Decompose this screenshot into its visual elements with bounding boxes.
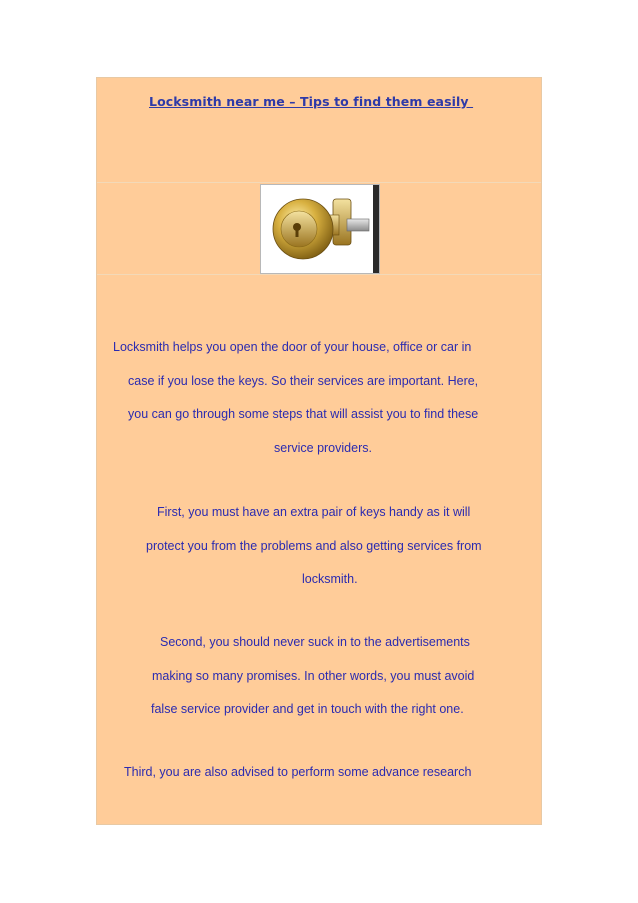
paragraph-3-line-2: making so many promises. In other words, you must avoid <box>152 669 475 683</box>
section-divider <box>97 182 541 183</box>
paragraph-1-line-4: service providers. <box>274 441 372 455</box>
deadbolt-lock-icon <box>261 185 375 273</box>
paragraph-1-line-3: you can go through some steps that will assist you to find these <box>128 407 479 421</box>
paragraph-2-line-1: First, you must have an extra pair of keys handy as it will <box>157 505 471 519</box>
photo-edge <box>373 185 379 273</box>
deadbolt-lock-image <box>260 184 380 274</box>
document-title: Locksmith near me – Tips to find them easily <box>149 94 474 109</box>
paragraph-1-line-2: case if you lose the keys. So their services are important. Here, <box>128 374 479 388</box>
paragraph-3-line-1: Second, you should never suck in to the advertisements <box>160 635 470 649</box>
paragraph-1-line-1: Locksmith helps you open the door of your house, office or car in <box>113 340 472 354</box>
paragraph-2-line-2: protect you from the problems and also getting services from <box>146 539 482 553</box>
content-panel <box>96 77 542 825</box>
paragraph-2-line-3: locksmith. <box>302 572 358 586</box>
section-divider <box>97 274 541 275</box>
paragraph-3-line-3: false service provider and get in touch with the right one. <box>151 702 464 716</box>
paragraph-4-line-1: Third, you are also advised to perform some advance research <box>124 765 472 779</box>
